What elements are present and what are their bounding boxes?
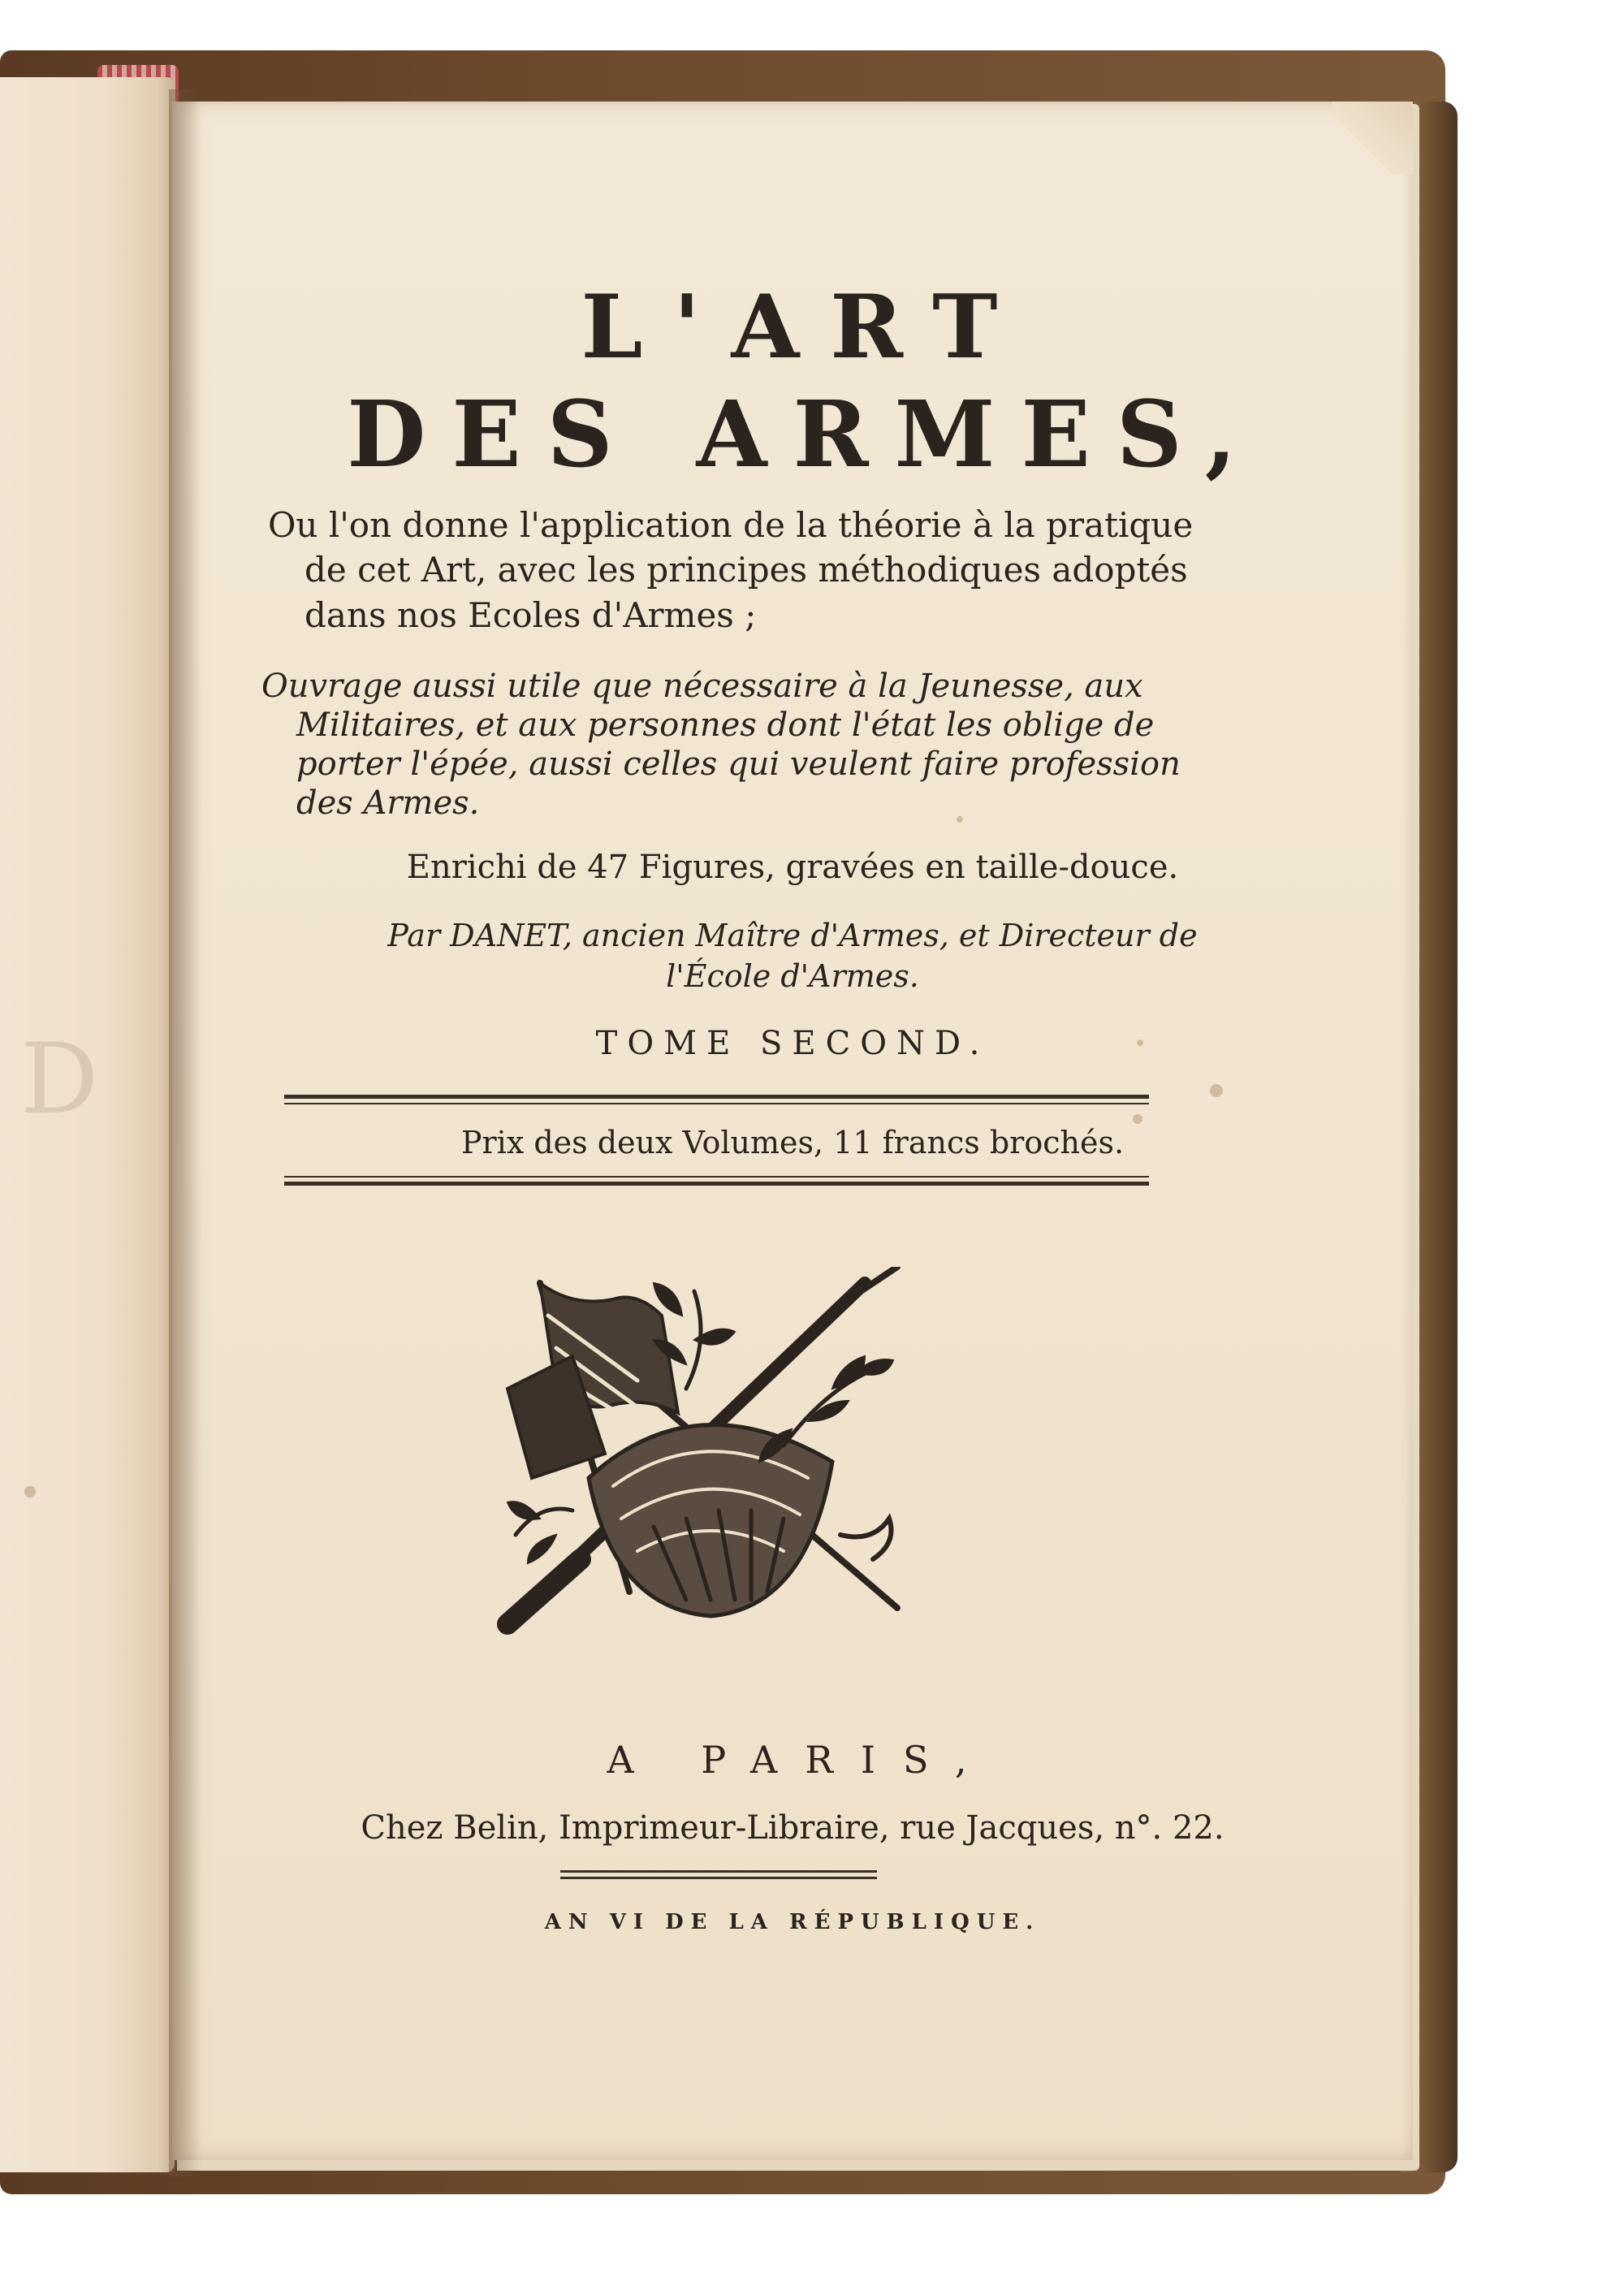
foxing-spot (24, 1486, 36, 1497)
rule-top-thick (284, 1095, 1149, 1099)
rule-imprint (560, 1870, 877, 1873)
description-line: Militaires, et aux personnes dont l'état les oblige de (296, 707, 1155, 744)
author-line: l'École d'Armes. (666, 958, 919, 994)
rule-bottom-thick (284, 1182, 1149, 1186)
description-line: des Armes. (296, 784, 480, 822)
author-line: Par DANET, ancien Maître d'Armes, et Directeur de (387, 918, 1198, 953)
left-page-ghost-text: D (20, 1023, 102, 1136)
subtitle-line: de cet Art, avec les principes méthodiques adoptés (304, 550, 1188, 590)
illustrations-note: Enrichi de 47 Figures, gravées en taille-douce. (406, 849, 1179, 886)
rule-top-thin (284, 1103, 1149, 1104)
subtitle-line: Ou l'on donne l'application de la théorie à la pratique (268, 505, 1194, 545)
title-line-2: DES ARMES, (347, 382, 1263, 488)
price-line: Prix des deux Volumes, 11 francs brochés. (460, 1125, 1125, 1160)
foxing-spot (1210, 1084, 1223, 1097)
place-line: A PARIS, (607, 1738, 995, 1782)
description-line: Ouvrage aussi utile que nécessaire à la Jeunesse, aux (261, 668, 1143, 705)
subtitle-line: dans nos Ecoles d'Armes ; (304, 595, 757, 635)
publisher-line: Chez Belin, Imprimeur-Libraire, rue Jacques, n°. 22. (361, 1809, 1224, 1847)
foxing-spot (1133, 1114, 1142, 1124)
rule-imprint (560, 1877, 877, 1879)
description-line: porter l'épée, aussi celles qui veulent faire profession (296, 745, 1181, 783)
trophy-of-arms-woodcut-icon (491, 1267, 946, 1640)
title-line-1: L'ART (581, 276, 1029, 378)
page-corner-fold (1332, 102, 1413, 175)
left-page (0, 77, 175, 2172)
date-line: AN VI DE LA RÉPUBLIQUE. (544, 1910, 1041, 1934)
volume-label: TOME SECOND. (595, 1025, 990, 1062)
rule-bottom-thin (284, 1176, 1149, 1178)
